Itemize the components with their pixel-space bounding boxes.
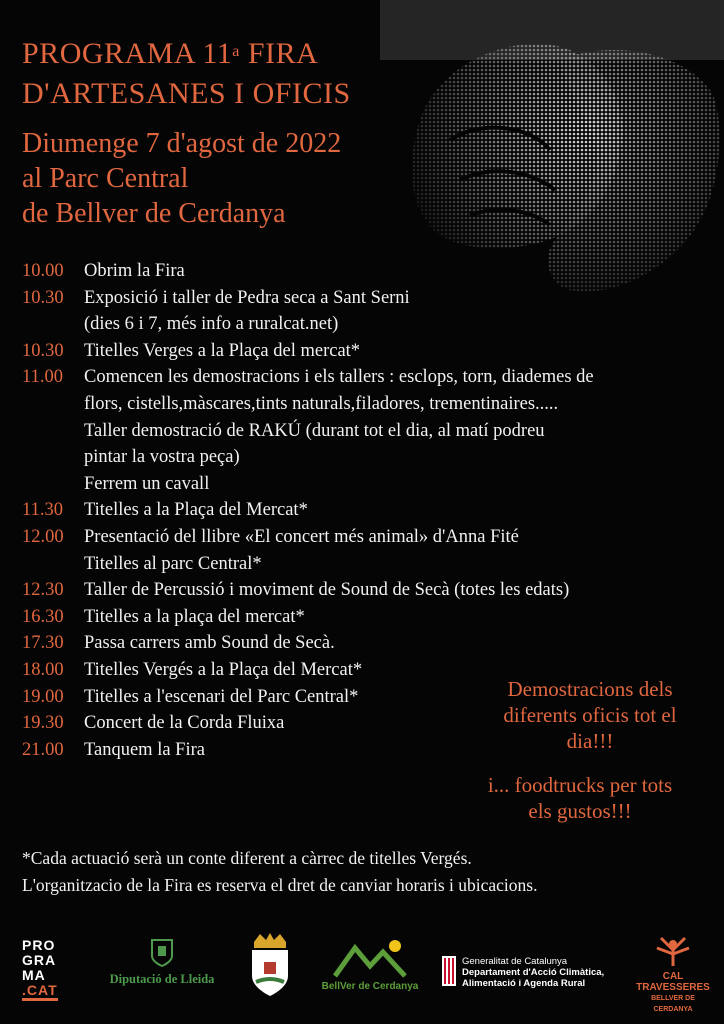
schedule-row <box>22 524 662 577</box>
schedule-row <box>22 630 662 657</box>
schedule-activity: Presentació del llibre «El concert més animal» d'Anna Fité <box>84 526 519 547</box>
callout-line3: dia!!! <box>566 729 614 753</box>
schedule-row <box>22 258 662 285</box>
schedule-activity: Titelles al parc Central* <box>84 553 262 574</box>
bellver-cerdanya-logo: BellVer de Cerdanya <box>320 936 420 992</box>
schedule-time: 16.30 <box>22 606 64 627</box>
schedule-time: 11.00 <box>22 367 63 388</box>
schedule-activity: Concert de la Corda Fluixa <box>84 713 285 734</box>
page-title <box>22 34 351 114</box>
foodtrucks-callout <box>460 772 700 824</box>
schedule-activity: Comencen les demostracions i els tallers : esclops, torn, diademes de <box>84 367 594 388</box>
schedule-activity: flors, cistells,màscares,tints naturals,filadores, trementinaires..... <box>84 393 559 414</box>
schedule-activity: Titelles a la plaça del mercat* <box>84 606 305 627</box>
schedule-time: 12.00 <box>22 526 64 547</box>
event-subtitle <box>22 126 341 231</box>
programa-cat-logo: PRO GRA MA .CAT <box>22 938 58 1001</box>
foodtrucks-line2: els gustos!!! <box>528 799 632 823</box>
crest-icon <box>248 932 292 1000</box>
senyera-icon <box>442 956 456 986</box>
schedule-row <box>22 285 662 338</box>
schedule-activity: Titelles a la Plaça del Mercat* <box>84 500 308 521</box>
schedule-activity: pintar la vostra peça) <box>84 447 240 468</box>
event-town: de Bellver de Cerdanya <box>22 198 286 229</box>
title-line1: PROGRAMA 11 <box>22 37 233 70</box>
schedule-row <box>22 604 662 631</box>
footnotes <box>22 845 712 899</box>
footnote-disclaimer: L'organitzacio de la Fira es reserva el dret de canviar horaris i ubicacions. <box>22 875 538 895</box>
schedule-activity: Taller demostració de RAKÚ (durant tot el dia, al matí podreu <box>84 420 545 441</box>
schedule-time: 19.00 <box>22 686 64 707</box>
foodtrucks-line1: i... foodtrucks per tots <box>487 773 673 797</box>
schedule-activity: Titelles Verges a la Plaça del mercat* <box>84 340 361 361</box>
diputacio-lleida-logo: Diputació de Lleida <box>92 938 232 987</box>
schedule-row <box>22 338 662 365</box>
footnote-puppets: *Cada actuació serà un conte diferent a càrrec de titelles Vergés. <box>22 848 472 868</box>
schedule-activity: Titelles a l'escenari del Parc Central* <box>84 686 359 707</box>
schedule-time: 19.30 <box>22 713 64 734</box>
schedule-activity: (dies 6 i 7, més info a ruralcat.net) <box>84 314 339 335</box>
bellver-crest-logo <box>248 932 292 1005</box>
title-superscript: a <box>232 43 240 60</box>
callout-line1: Demostracions dels <box>507 677 673 701</box>
schedule-row <box>22 497 662 524</box>
schedule-time: 12.30 <box>22 580 64 601</box>
sun-mountain-icon <box>325 936 415 978</box>
schedule-time: 11.30 <box>22 500 63 521</box>
event-venue: al Parc Central <box>22 163 189 194</box>
schedule-time: 10.30 <box>22 340 64 361</box>
shield-icon <box>150 938 174 968</box>
schedule-activity: Titelles Vergés a la Plaça del Mercat* <box>84 659 363 680</box>
schedule-time: 18.00 <box>22 659 64 680</box>
schedule-activity: Taller de Percussió i moviment de Sound de Secà (totes les edats) <box>84 580 570 601</box>
schedule-activity: Exposició i taller de Pedra seca a Sant Serni <box>84 287 410 308</box>
title-line2: D'ARTESANES I OFICIS <box>22 77 351 110</box>
cal-travesseres-logo: CAL TRAVESSERES BELLVER DE CERDANYA <box>632 932 714 1015</box>
schedule-activity: Obrim la Fira <box>84 261 185 281</box>
schedule-row <box>22 577 662 604</box>
schedule-activity: Ferrem un cavall <box>84 473 210 494</box>
title-line1-end: FIRA <box>239 37 319 70</box>
generalitat-logo: Generalitat de Catalunya Departament d'Acció Climàtica, Alimentació i Agenda Rural <box>442 956 622 989</box>
schedule-row <box>22 364 662 497</box>
schedule-time: 10.30 <box>22 287 64 308</box>
schedule-time: 17.30 <box>22 633 64 654</box>
demonstrations-callout <box>480 676 700 754</box>
schedule-activity: Passa carrers amb Sound de Secà. <box>84 633 335 654</box>
plant-icon <box>651 932 695 968</box>
event-date: Diumenge 7 d'agost de 2022 <box>22 128 342 159</box>
schedule-activity: Tanquem la Fira <box>84 739 205 760</box>
schedule-time: 10.00 <box>22 261 64 281</box>
sponsor-logos <box>0 928 724 1024</box>
callout-line2: diferents oficis tot el <box>503 703 677 727</box>
schedule-time: 21.00 <box>22 739 64 760</box>
